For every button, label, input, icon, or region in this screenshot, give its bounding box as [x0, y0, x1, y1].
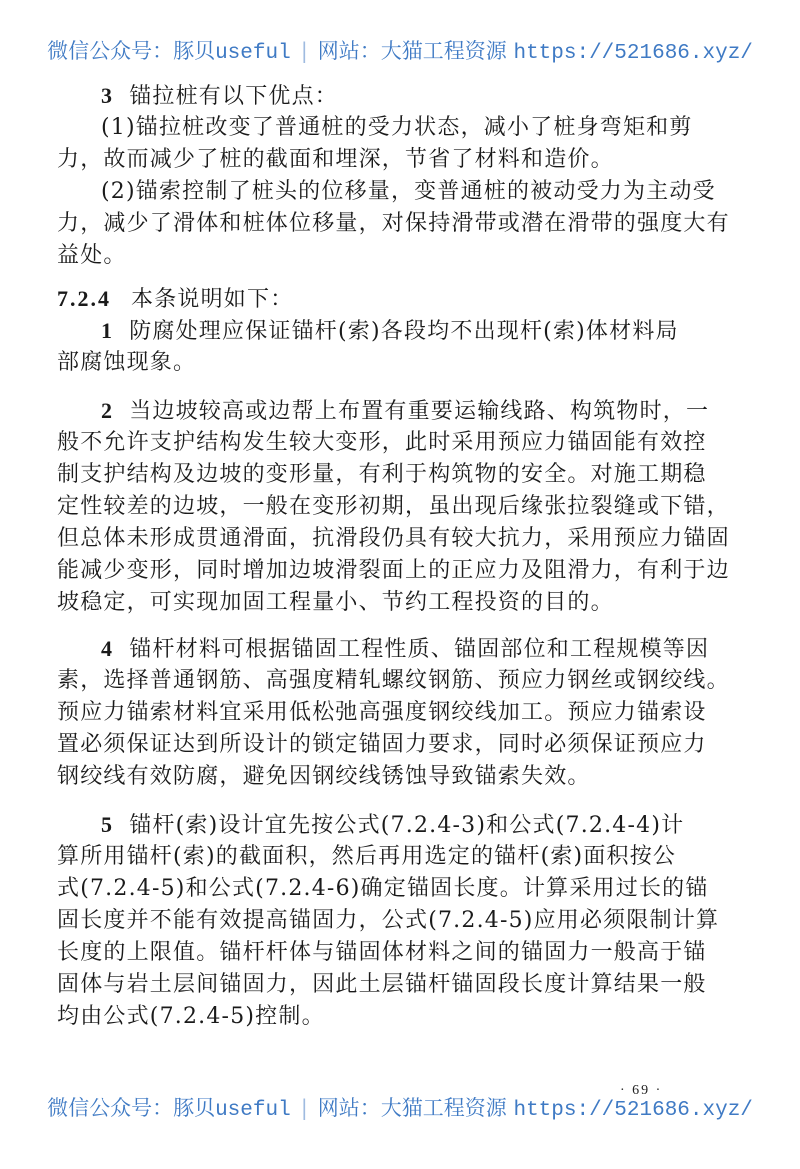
paragraph-line: (1)锚拉桩改变了普通桩的受力状态，减小了桩身弯矩和剪: [101, 115, 693, 140]
item-number: 1: [101, 318, 114, 343]
paragraph-line: 制支护结构及边坡的变形量，有利于构筑物的安全。对施工期稳: [57, 462, 707, 487]
item-text: 防腐处理应保证锚杆(索)各段均不出现杆(索)体材料局: [129, 319, 679, 344]
paragraph-line: 坡稳定，可实现加固工程量小、节约工程投资的目的。: [57, 590, 614, 615]
site-label: 网站：大猫工程资源: [317, 39, 507, 63]
section-heading: [57, 283, 293, 315]
item-text: 锚杆材料可根据锚固工程性质、锚固部位和工程规模等因: [129, 637, 710, 662]
wechat-name: useful: [215, 42, 291, 65]
paragraph-line: 固体与岩土层间锚固力，因此土层锚杆锚固段长度计算结果一般: [57, 972, 707, 997]
paragraph-line: 素，选择普通钢筋、高强度精轧螺纹钢筋、预应力钢丝或钢绞线。: [57, 668, 730, 693]
watermark-top: [0, 35, 800, 65]
paragraph-line: 算所用锚杆(索)的截面积，然后再用选定的锚杆(索)面积按公: [57, 844, 677, 869]
paragraph-line: 力，故而减少了桩的截面和埋深，节省了材料和造价。: [57, 147, 614, 172]
item-5-line: [101, 809, 684, 841]
item-text: 锚杆(索)设计宜先按公式(7.2.4-3)和公式(7.2.4-4)计: [129, 813, 685, 838]
separator: |: [300, 1096, 308, 1120]
section-number: 7.2.4: [57, 286, 111, 311]
site-url[interactable]: https://521686.xyz/: [513, 42, 753, 65]
paragraph-line: 部腐蚀现象。: [57, 350, 197, 375]
paragraph-line: 钢绞线有效防腐，避免因钢绞线锈蚀导致锚索失效。: [57, 764, 591, 789]
site-label: 网站：大猫工程资源: [317, 1096, 507, 1120]
page-number: · 69 ·: [620, 1083, 663, 1098]
wechat-label: 微信公众号：豚贝: [47, 39, 216, 63]
paragraph-line: 定性较差的边坡，一般在变形初期，虽出现后缘张拉裂缝或下错，: [57, 494, 730, 519]
paragraph-line: 固长度并不能有效提高锚固力，公式(7.2.4-5)应用必须限制计算: [57, 908, 720, 933]
item-text: 锚拉桩有以下优点：: [129, 84, 339, 109]
section-title: 本条说明如下：: [131, 287, 294, 312]
item-2-line: [101, 395, 709, 427]
paragraph-line: (2)锚索控制了桩头的位移量，变普通桩的被动受力为主动受: [101, 179, 716, 204]
watermark-bottom: [0, 1092, 800, 1122]
item-number: 2: [101, 398, 114, 423]
paragraph-line: 力，减少了滑体和桩体位移量，对保持滑带或潜在滑带的强度大有: [57, 211, 730, 236]
item-1-line: [101, 315, 679, 347]
paragraph-line: 置必须保证达到所设计的锁定锚固力要求，同时必须保证预应力: [57, 732, 707, 757]
item-4-line: [101, 633, 709, 665]
wechat-name: useful: [215, 1099, 291, 1122]
paragraph-line: 预应力锚索材料宜采用低松弛高强度钢绞线加工。预应力锚索设: [57, 700, 707, 725]
site-url[interactable]: https://521686.xyz/: [513, 1099, 753, 1122]
paragraph-line: 益处。: [57, 243, 127, 268]
paragraph-line: 式(7.2.4-5)和公式(7.2.4-6)确定锚固长度。计算采用过长的锚: [57, 876, 709, 901]
paragraph-line: 般不允许支护结构发生较大变形，此时采用预应力锚固能有效控: [57, 430, 707, 455]
paragraph-line: 能减少变形，同时增加边坡滑裂面上的正应力及阻滑力，有利于边: [57, 558, 730, 583]
paragraph-line: 长度的上限值。锚杆杆体与锚固体材料之间的锚固力一般高于锚: [57, 940, 707, 965]
paragraph-line: 均由公式(7.2.4-5)控制。: [57, 1004, 325, 1029]
wechat-label: 微信公众号：豚贝: [47, 1096, 216, 1120]
item-text: 当边坡较高或边帮上布置有重要运输线路、构筑物时，一: [129, 399, 710, 424]
item-number: 4: [101, 636, 114, 661]
item-number: 3: [101, 83, 114, 108]
separator: |: [300, 39, 308, 63]
paragraph-line: 但总体未形成贯通滑面，抗滑段仍具有较大抗力，采用预应力锚固: [57, 526, 730, 551]
item-3-heading: [101, 80, 338, 112]
item-number: 5: [101, 812, 114, 837]
